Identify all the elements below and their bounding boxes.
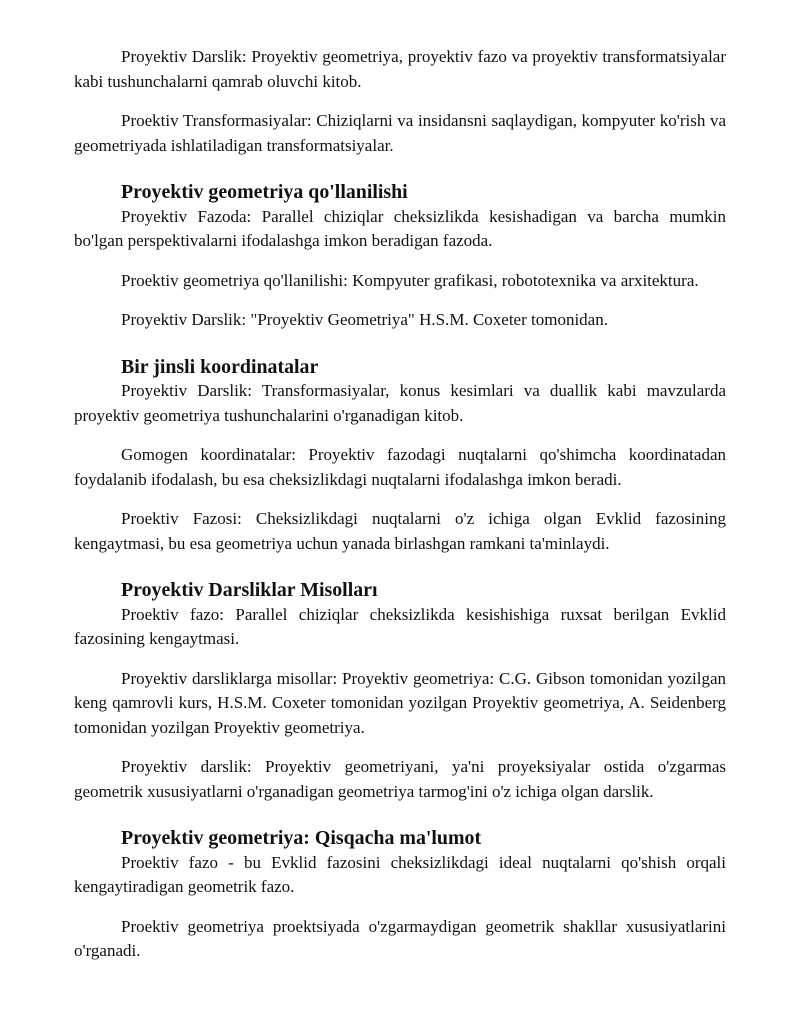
document-page <box>74 45 726 979</box>
section-heading: Proyektiv geometriya: Qisqacha ma'lumot <box>121 827 482 849</box>
paragraph: Proektiv Transformasiyalar: Chiziqlarni va insidansni saqlaydigan, kompyuter ko'rish va geometriyada ishlatiladigan transformatsiyalar. <box>74 111 726 155</box>
paragraph: Proektiv fazo: Parallel chiziqlar cheksizlikda kesishishiga ruxsat berilgan Evklid fazosining kengaytmasi. <box>74 604 726 648</box>
paragraph: Proektiv geometriya qo'llanilishi: Kompyuter grafikasi, robototexnika va arxitektura. <box>121 270 699 290</box>
paragraph: Gomogen koordinatalar: Proyektiv fazodagi nuqtalarni qo'shimcha koordinatadan foydalanib ifodalash, bu esa cheksizlikdagi nuqtalarni ifodalashga imkon beradi. <box>74 445 726 489</box>
paragraph: Proyektiv darsliklarga misollar: Proyektiv geometriya: C.G. Gibson tomonidan yozilgan keng qamrovli kurs, H.S.M. Coxeter tomonidan yozilgan Proyektiv geometriya, A. Seidenberg tomonidan yozilgan Proyektiv geometriya. <box>74 668 726 737</box>
section-heading: Proyektiv geometriya qo'llanilishi <box>121 181 408 203</box>
paragraph: Proyektiv darslik: Proyektiv geometriyani, ya'ni proyeksiyalar ostida o'zgarmas geometrik xususiyatlarni o'rganadigan geometriya tarmog'ini o'z ichiga olgan darslik. <box>74 757 726 801</box>
paragraph: Proyektiv Darslik: "Proyektiv Geometriya" H.S.M. Coxeter tomonidan. <box>121 310 608 329</box>
section-heading: Bir jinsli koordinatalar <box>121 355 319 378</box>
paragraph: Proyektiv Darslik: Proyektiv geometriya, proyektiv fazo va proyektiv transformatsiyalar kabi tushunchalarni qamrab oluvchi kitob. <box>74 47 726 91</box>
paragraph: Proektiv fazo - bu Evklid fazosini cheksizlikdagi ideal nuqtalarni qo'shish orqali kengaytiradigan geometrik fazo. <box>74 852 726 896</box>
paragraph: Proektiv Fazosi: Cheksizlikdagi nuqtalarni o'z ichiga olgan Evklid fazosining kengaytmasi, bu esa geometriya uchun yanada birlashgan ramkani ta'minlaydi. <box>74 509 726 553</box>
paragraph: Proyektiv Fazoda: Parallel chiziqlar cheksizlikda kesishadigan va barcha mumkin bo'lgan perspektivalarni ifodalashga imkon beradigan fazoda. <box>74 206 726 250</box>
section-heading: Proyektiv Darsliklar Misolları <box>121 579 378 601</box>
paragraph: Proyektiv Darslik: Transformasiyalar, konus kesimlari va duallik kabi mavzularda proyektiv geometriya tushunchalarini o'rganadigan kitob. <box>74 381 726 425</box>
paragraph: Proektiv geometriya proektsiyada o'zgarmaydigan geometrik shakllar xususiyatlarini o'rganadi. <box>74 916 726 960</box>
